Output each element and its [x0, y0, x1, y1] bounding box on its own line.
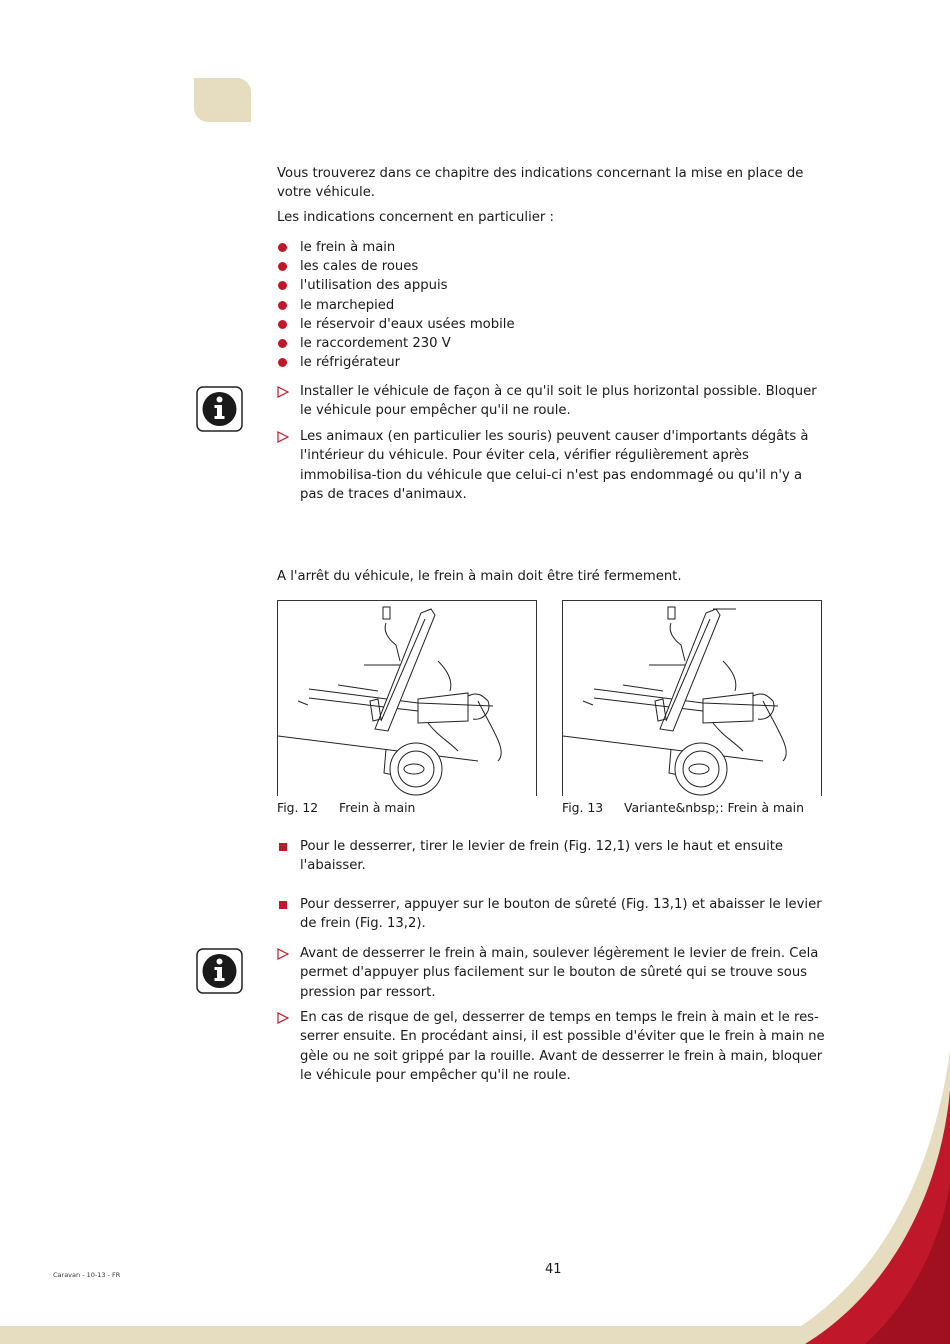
instruction-item: Pour desserrer, appuyer sur le bouton de sûreté (Fig. 13,1) et abaisser le levier de frein (Fig. 13,2). — [277, 895, 825, 934]
list-item: le réfrigérateur — [277, 353, 825, 372]
list-item: le raccordement 230 V — [277, 334, 825, 353]
note-item: En cas de risque de gel, desserrer de temps en temps le frein à main et le res-serrer ensuite. En procédant ainsi, il est possible d'éviter que le frein à main ne gèle ou ne soit grippé par la rouille. Avant de desserrer le frein à main, bloquer le véhicule pour empêcher qu'il ne roule. — [277, 1008, 825, 1086]
intro-paragraph: Vous trouverez dans ce chapitre des indications concernant la mise en place de votre véhicule. — [277, 166, 804, 201]
topic-list — [277, 238, 825, 372]
figure-12-caption: Fig. 12 Frein à main — [277, 800, 416, 815]
chapter-tab-marker — [194, 78, 251, 122]
note-item: Installer le véhicule de façon à ce qu'il soit le plus horizontal possible. Bloquer le véhicule pour empêcher qu'il ne roule. — [277, 382, 825, 421]
instruction-item: Pour le desserrer, tirer le levier de frein (Fig. 12,1) vers le haut et ensuite l'abaisser. — [277, 837, 825, 876]
list-item: le marchepied — [277, 296, 825, 315]
list-item: le réservoir d'eaux usées mobile — [277, 315, 825, 334]
list-item: les cales de roues — [277, 257, 825, 276]
triangle-icon — [277, 1012, 289, 1024]
intro-text — [277, 164, 825, 227]
handbrake-text: A l'arrêt du véhicule, le frein à main doit être tiré fermement. — [277, 569, 682, 584]
figure-13-image — [562, 600, 822, 796]
intro-lead: Les indications concernent en particulier : — [277, 209, 554, 225]
page-number: 41 — [545, 1262, 562, 1277]
figure-12-image — [277, 600, 537, 796]
square-bullet-icon — [279, 843, 287, 851]
figure-13-caption: Fig. 13 Variante&nbsp;: Frein à main — [562, 800, 804, 815]
info-icon — [196, 948, 243, 994]
list-item: le frein à main — [277, 238, 825, 257]
triangle-icon — [277, 386, 289, 398]
note-item: Avant de desserrer le frein à main, soulever légèrement le levier de frein. Cela permet d'appuyer plus facilement sur le bouton de sûreté qui se trouve sous pression par ressort. — [277, 944, 825, 1002]
square-bullet-icon — [279, 901, 287, 909]
triangle-icon — [277, 948, 289, 960]
note-item: Les animaux (en particulier les souris) peuvent causer d'importants dégâts à l'intérieur du véhicule. Pour éviter cela, vérifier régulièrement après immobilisa-tion du véhicule que celui-ci n'est pas endommagé ou qu'il n'y a pas de traces d'animaux. — [277, 427, 825, 505]
info-icon — [196, 386, 243, 432]
document-code: Caravan - 10-13 - FR — [53, 1271, 121, 1279]
triangle-icon — [277, 431, 289, 443]
list-item: l'utilisation des appuis — [277, 276, 825, 295]
